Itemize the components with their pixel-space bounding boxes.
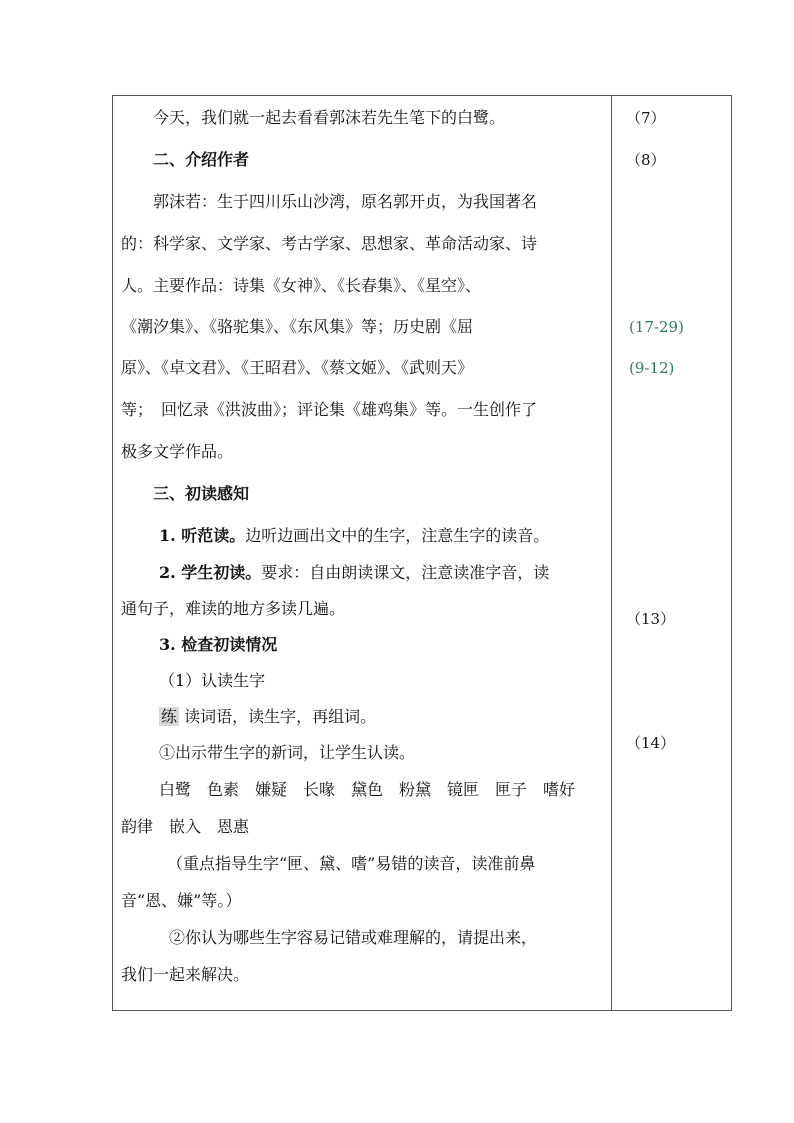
text-line: （重点指导生字“匣、黛、嗜”易错的读音，读准前鼻 <box>167 854 536 873</box>
text-line: 等； 回忆录《洪波曲》；评论集《雄鸡集》等。一生创作了 <box>121 400 538 419</box>
note-column <box>612 96 730 1010</box>
word-list: 白鹭 色素 嫌疑 长喙 黛色 粉黛 镜匣 匣子 嗜好 <box>159 780 576 799</box>
note-number: (9-12) <box>629 359 675 377</box>
text-line: 原》、《卓文君》、《王昭君》、《蔡文姬》、《武则天》 <box>121 358 474 377</box>
section-heading: 三、初读感知 <box>121 484 250 503</box>
note-number: （8） <box>626 151 666 169</box>
text-line: 今天，我们就一起去看看郭沫若先生笔下的白鹭。 <box>121 108 506 127</box>
text-line: 音“恩、嫌”等。） <box>121 891 242 910</box>
text-line: ①出示带生字的新词，让学生认读。 <box>159 743 416 762</box>
note-number: (17-29) <box>629 318 684 336</box>
text-line: 人。主要作品：诗集《女神》、《长春集》、《星空》、 <box>121 276 482 295</box>
list-item <box>159 563 549 583</box>
text-line: 郭沫若：生于四川乐山沙湾，原名郭开贞，为我国著名 <box>121 192 538 211</box>
practice-mark: 练 <box>161 707 178 726</box>
list-item-title: 2. 学生初读。 <box>159 563 262 582</box>
note-number: （14） <box>626 734 676 752</box>
section-heading: 二、介绍作者 <box>121 150 250 169</box>
list-item-title: 3. 检查初读情况 <box>159 635 278 654</box>
practice-text: 读词语，读生字，再组词。 <box>179 707 377 726</box>
note-number: （7） <box>626 109 666 127</box>
practice-line <box>159 707 376 727</box>
list-item-title: 1. 听范读。 <box>159 526 246 545</box>
text-line: 通句子，难读的地方多读几遍。 <box>121 599 346 618</box>
sub-heading: （1）认读生字 <box>159 671 266 690</box>
list-item <box>159 526 549 546</box>
text-line: 我们一起来解决。 <box>121 965 250 984</box>
note-number: （13） <box>626 610 676 628</box>
text-line: 极多文学作品。 <box>121 442 234 461</box>
list-item-text: 要求：自由朗读课文，注意读准字音，读 <box>261 563 550 582</box>
list-item-text: 边听边画出文中的生字，注意生字的读音。 <box>245 526 550 545</box>
lesson-table <box>112 95 732 1011</box>
word-list: 韵律 嵌入 恩惠 <box>121 817 250 836</box>
text-line: 《潮汐集》、《骆驼集》、《东风集》等；历史剧《屈 <box>121 317 474 336</box>
text-line: 的：科学家、文学家、考古学家、思想家、革命活动家、诗 <box>121 234 538 253</box>
main-column <box>113 96 611 1010</box>
text-line: ②你认为哪些生字容易记错或难理解的，请提出来， <box>169 928 538 947</box>
